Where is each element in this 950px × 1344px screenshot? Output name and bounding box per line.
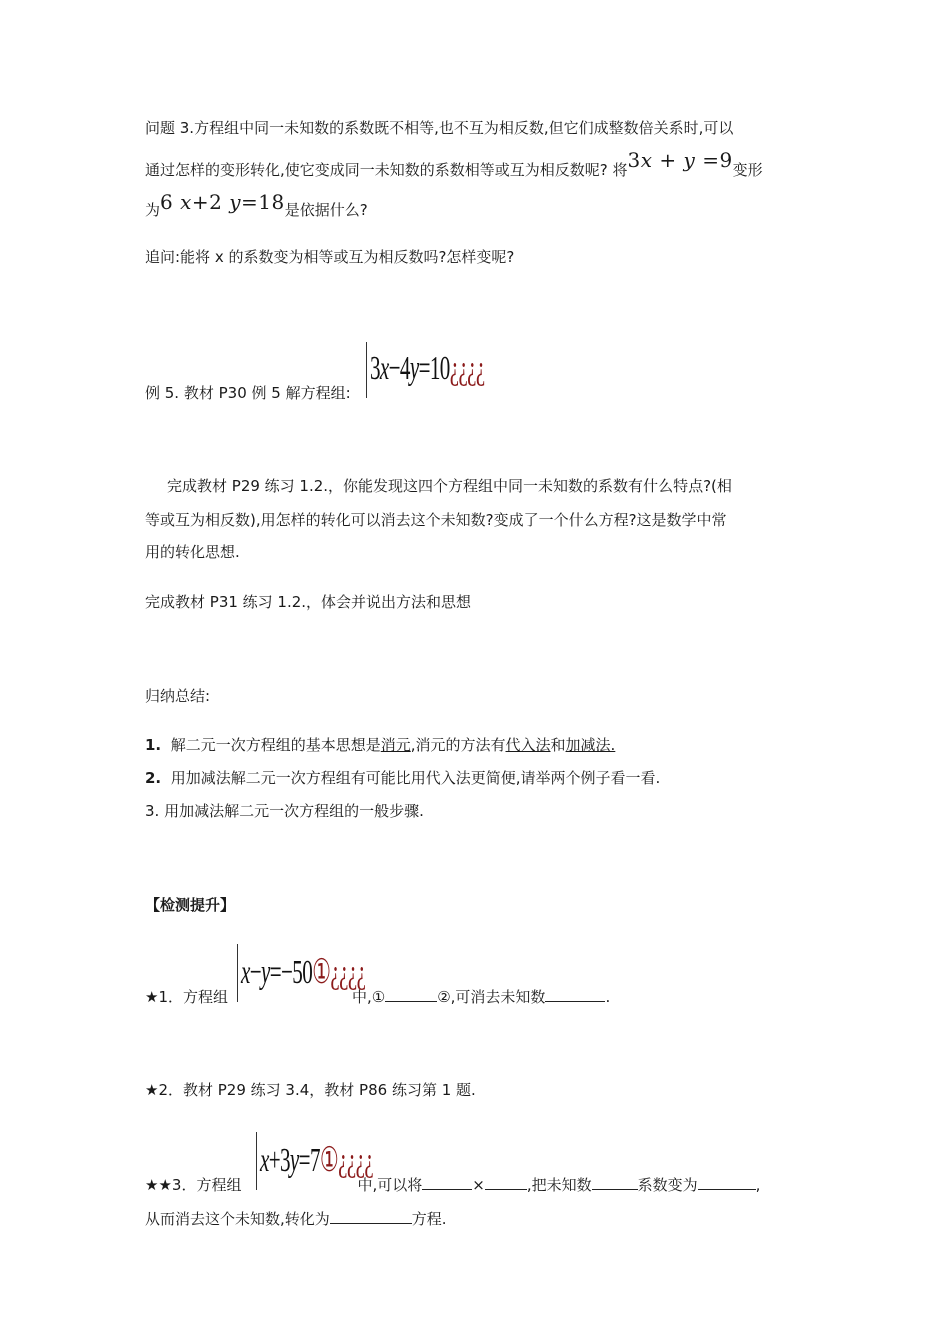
answer-blank[interactable]: [422, 1175, 472, 1190]
q3-line-1: 问题 3.方程组中同一未知数的系数既不相等,也不互为相反数,但它们成整数倍关系时,可以: [145, 119, 734, 137]
equation-6x-plus-2y: 6 x+2 y=18: [160, 190, 285, 214]
q3-line-3-end: 是依据什么?: [284, 201, 368, 219]
check-title: 【检测提升】: [145, 896, 236, 914]
system-brace-question-3: [256, 1132, 257, 1190]
summary-item-3: 3. 用加减法解二元一次方程组的一般步骤.: [145, 802, 424, 820]
example-5-label: 例 5. 教材 P30 例 5 解方程组:: [145, 384, 351, 402]
summary-item-1: 1. 解二元一次方程组的基本思想是消元,消元的方法有代入法和加减法.: [145, 736, 616, 754]
check-question-2: ★2．教材 P29 练习 3.4，教材 P86 练习第 1 题.: [145, 1081, 476, 1099]
check-question-3-line-1: ★★3．方程组 中,可以将 × ,把未知数 系数变为 ,: [145, 1176, 761, 1194]
answer-blank[interactable]: [485, 1175, 527, 1190]
answer-blank[interactable]: [330, 1209, 412, 1224]
answer-blank[interactable]: [385, 987, 437, 1002]
practice-2: 完成教材 P31 练习 1.2.，体会并说出方法和思想: [145, 593, 472, 611]
system-brace-question-1: [237, 944, 238, 1002]
equation-example-5: 3x−4y=10¿¿¿¿: [370, 350, 485, 387]
q3-line-3-start: 为: [145, 201, 161, 219]
q3-line-2-text: 通过怎样的变形转化,使它变成同一未知数的系数相等或互为相反数呢? 将: [145, 161, 628, 179]
q3-line-3: [145, 190, 368, 220]
equation-question-3: x+3y=7①¿¿¿¿: [260, 1142, 374, 1179]
answer-blank[interactable]: [698, 1175, 756, 1190]
answer-blank[interactable]: [592, 1175, 638, 1190]
check-question-1: ★1．方程组 中,① ②,可消去未知数 .: [145, 988, 611, 1006]
summary-item-2: 2. 用加减法解二元一次方程组有可能比用代入法更简便,请举两个例子看一看.: [145, 769, 661, 787]
equation-3x-plus-y: 3x + y =9: [627, 148, 733, 172]
practice-1-line-1: 完成教材 P29 练习 1.2.，你能发现这四个方程组中同一未知数的系数有什么特点?(相: [167, 477, 732, 495]
practice-1-line-3: 用的转化思想.: [145, 543, 240, 561]
check-question-3-line-2: 从而消去这个未知数,转化为 方程.: [145, 1210, 447, 1228]
system-brace-example-5: [366, 342, 367, 398]
q3-line-2: [145, 148, 763, 180]
summary-title: 归纳总结:: [145, 687, 211, 705]
equation-question-1: x−y=−50①¿¿¿¿: [241, 954, 366, 991]
followup-question: 追问:能将 x 的系数变为相等或互为相反数吗?怎样变呢?: [145, 248, 515, 266]
answer-blank[interactable]: [545, 987, 605, 1002]
practice-1-line-2: 等或互为相反数),用怎样的转化可以消去这个未知数?变成了一个什么方程?这是数学中常: [145, 511, 727, 529]
q3-line-2-end: 变形: [732, 161, 763, 179]
